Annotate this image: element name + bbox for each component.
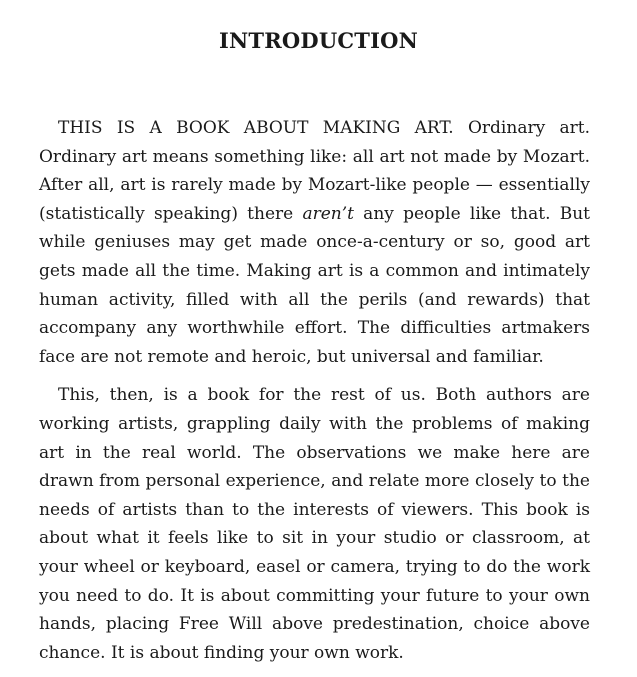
- text-segment: This, then, is a book for the rest of us. Both authors are working artists, grappling daily with the problems of making art in the real world. The observations we make here are drawn from personal experience, and relate more closely to the needs of artists than to the interests of viewers. This book is about what it feels like to sit in your studio or classroom, at your wheel or keyboard, easel or camera, trying to do the work you need to do. It is about committing your future to your own hands, placing Free Will above predestination, choice above chance. It is about finding your own work.: [39, 385, 590, 663]
- text-segment: Ordinary art. Ordinary art means something like: all art not made by Mozart. After all, art is rarely made by Mozart-like people — essentially (statistically speaking) there: [39, 118, 590, 224]
- text-segment: any people like that. But while geniuses may get made once-a-century or so, good art gets made all the time. Making art is a common and intimately human activity, filled with all the perils (and rewards) that accompany any worthwhile effort. The difficulties artmakers face are not remote and heroic, but universal and familiar.: [39, 203, 590, 367]
- body-text: [39, 114, 590, 677]
- paragraph-1: [39, 114, 590, 371]
- paragraph-2: [39, 381, 590, 667]
- lead-in-caps: THIS IS A BOOK ABOUT MAKING ART.: [58, 118, 454, 138]
- chapter-title: INTRODUCTION: [219, 28, 418, 53]
- italic-emphasis: aren’t: [302, 203, 354, 224]
